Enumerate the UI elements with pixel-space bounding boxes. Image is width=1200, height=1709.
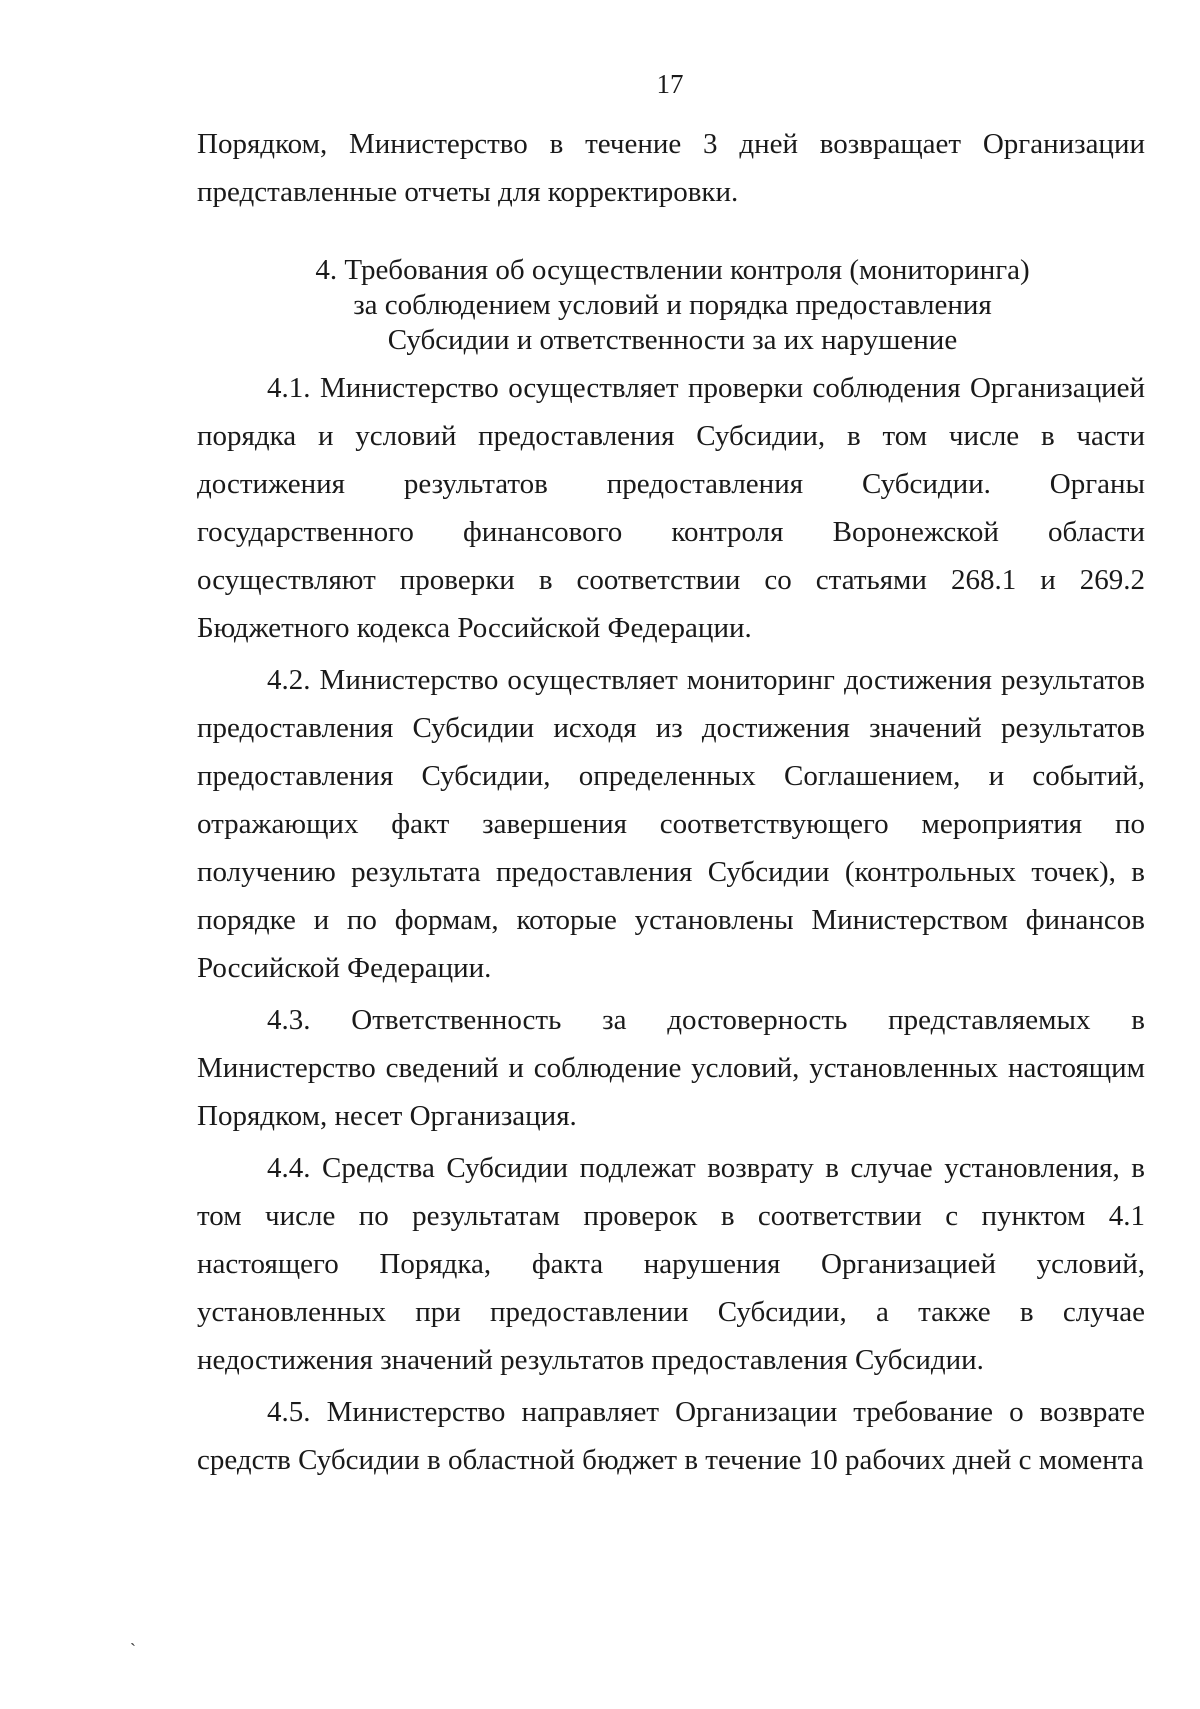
section-body [197,364,1145,1488]
section-heading-line: 4. Требования об осуществлении контроля (мониторинга) [315,254,1030,286]
stray-scan-mark: ` [130,1640,136,1660]
paragraph-4-2: 4.2. Министерство осуществляет мониторинг достижения результатов предоставления Субсидии исходя из достижения значений результатов предоставления Субсидии, определенных Соглашением, и событий, отражающих факт завершения соответствующего мероприятия по получению результата предоставления Субсидии (контрольных точек), в порядке и по формам, которые установлены Министерством финансов Российской Федерации. [197,664,1145,984]
page-number: 17 [656,69,684,99]
paragraph-4-5: 4.5. Министерство направляет Организации требование о возврате средств Субсидии в областной бюджет в течение 10 рабочих дней с момента [197,1396,1145,1476]
paragraph-4-1: 4.1. Министерство осуществляет проверки соблюдения Организацией порядка и условий предоставления Субсидии, в том числе в части достижения результатов предоставления Субсидии. Органы государственного финансового контроля Воронежской области осуществляют проверки в соответствии со статьями 268.1 и 269.2 Бюджетного кодекса Российской Федерации. [197,372,1145,644]
section-heading-line: за соблюдением условий и порядка предоставления [353,289,992,321]
paragraph-4-4: 4.4. Средства Субсидии подлежат возврату в случае установления, в том числе по результатам проверок в соответствии с пунктом 4.1 настоящего Порядка, факта нарушения Организацией условий, установленных при предоставлении Субсидии, а также в случае недостижения значений результатов предоставления Субсидии. [197,1152,1145,1376]
continuation-paragraph: Порядком, Министерство в течение 3 дней возвращает Организации представленные отчеты для корректировки. [197,128,1145,208]
section-heading [300,253,1045,358]
section-heading-line: Субсидии и ответственности за их нарушение [387,324,958,356]
continuation-text [197,120,1145,216]
paragraph-4-3: 4.3. Ответственность за достоверность представляемых в Министерство сведений и соблюдение условий, установленных настоящим Порядком, несет Организация. [197,1004,1145,1132]
